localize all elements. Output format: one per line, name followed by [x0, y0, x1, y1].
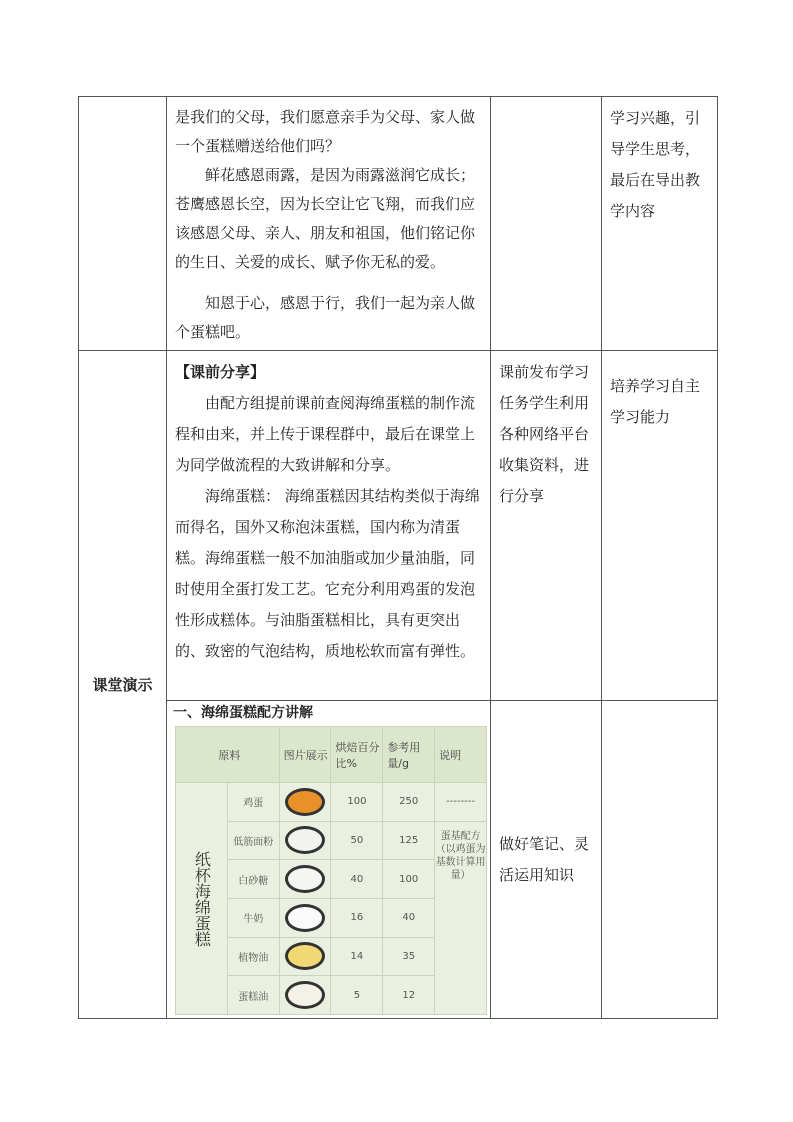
share-paragraph-2: 海绵蛋糕： 海绵蛋糕因其结构类似于海绵而得名，国外又称泡沫蛋糕，国内称为清蛋糕。海绵蛋糕一般不加油脂或加少量油脂，同时使用全蛋打发工艺。它充分利用鸡蛋的发泡性形成糕体。与油脂蛋糕相比，具有更突出的、致密的气泡结构，质地松软而富有弹性。 [175, 487, 480, 660]
ingredient-percent: 16 [331, 898, 383, 937]
share-intent-cell [602, 351, 718, 701]
share-paragraph-1: 由配方组提前课前查阅海绵蛋糕的制作流程和由来，并上传于课程群中，最后在课堂上为同学做流程的大致讲解和分享。 [175, 394, 476, 474]
ingredient-percent: 5 [331, 976, 383, 1015]
ingredient-name: 低筋面粉 [227, 821, 279, 860]
recipe-content-cell [167, 701, 491, 1019]
dash-note: -------- [435, 783, 487, 822]
share-row [79, 351, 718, 701]
ingredient-name: 白砂糖 [227, 860, 279, 899]
recipe-table-image [175, 726, 487, 1015]
oil-plate-icon [285, 942, 325, 970]
share-intent-text: 培养学习自主 学习能力 [610, 377, 701, 426]
header-percent: 烘焙百分比% [331, 727, 383, 783]
ingredient-name: 植物油 [227, 937, 279, 976]
ingredient-name: 蛋糕油 [227, 976, 279, 1015]
flour-plate-icon [285, 826, 325, 854]
section-label-cell [79, 351, 167, 1019]
intro-row [79, 97, 718, 351]
recipe-title: 一、海绵蛋糕配方讲解 [173, 705, 313, 721]
recipe-intent-cell [602, 701, 718, 1019]
recipe-note: 蛋基配方（以鸡蛋为基数计算用量） [435, 821, 487, 1014]
intro-paragraph-2: 鲜花感恩雨露，是因为雨露滋润它成长；苍鹰感恩长空，因为长空让它飞翔，而我们应该感恩父母、亲人、朋友和祖国，他们铭记你的生日、关爱的成长、赋予你无私的爱。 [175, 166, 476, 271]
ingredient-percent: 40 [331, 860, 383, 899]
ingredient-percent: 100 [331, 783, 383, 822]
ingredient-qty: 125 [383, 821, 435, 860]
header-ingredient: 原料 [176, 727, 280, 783]
share-student-text: 课前发布学习 任务学生利用 各种网络平台 收集资料，进 行分享 [499, 363, 590, 505]
recipe-student-text: 做好笔记、灵活运用知识 [499, 834, 590, 884]
intro-student-cell [491, 97, 602, 351]
header-note: 说明 [435, 727, 487, 783]
section-label: 课堂演示 [92, 676, 153, 694]
ingredient-qty: 40 [383, 898, 435, 937]
ingredient-photo [279, 821, 331, 860]
share-content-cell [167, 351, 491, 701]
lesson-plan-table [78, 96, 718, 1019]
ingredient-percent: 50 [331, 821, 383, 860]
egg-plate-icon [285, 788, 325, 816]
sugar-plate-icon [285, 865, 325, 893]
recipe-student-cell [491, 701, 602, 1019]
header-quantity: 参考用量/g [383, 727, 435, 783]
share-heading: 【课前分享】 [175, 363, 266, 381]
ingredient-qty: 100 [383, 860, 435, 899]
ingredient-qty: 250 [383, 783, 435, 822]
recipe-row [79, 701, 718, 1019]
ingredient-photo [279, 783, 331, 822]
section-cell-empty [79, 97, 167, 351]
ingredient-name: 鸡蛋 [227, 783, 279, 822]
header-image: 图片展示 [279, 727, 331, 783]
ingredient-qty: 12 [383, 976, 435, 1015]
intro-paragraph-1: 是我们的父母，我们愿意亲手为父母、家人做一个蛋糕赠送给他们吗？ [175, 108, 476, 155]
milk-plate-icon [285, 904, 325, 932]
ingredient-photo [279, 976, 331, 1015]
recipe-header-row [176, 727, 487, 783]
recipe-group-label: 纸杯海绵蛋糕 [176, 783, 228, 1015]
ingredient-qty: 35 [383, 937, 435, 976]
intro-content-cell [167, 97, 491, 351]
share-student-cell [491, 351, 602, 701]
ingredient-name: 牛奶 [227, 898, 279, 937]
ingredient-percent: 14 [331, 937, 383, 976]
recipe-row-0 [176, 783, 487, 822]
ingredient-photo [279, 898, 331, 937]
intro-intent-text: 学习兴趣，引导学生思考，最后在导出教 学内容 [610, 109, 701, 220]
ingredient-photo [279, 860, 331, 899]
intro-intent-cell [602, 97, 718, 351]
emulsifier-plate-icon [285, 981, 325, 1009]
intro-paragraph-3: 知恩于心，感恩于行，我们一起为亲人做个蛋糕吧。 [175, 294, 476, 341]
ingredient-photo [279, 937, 331, 976]
